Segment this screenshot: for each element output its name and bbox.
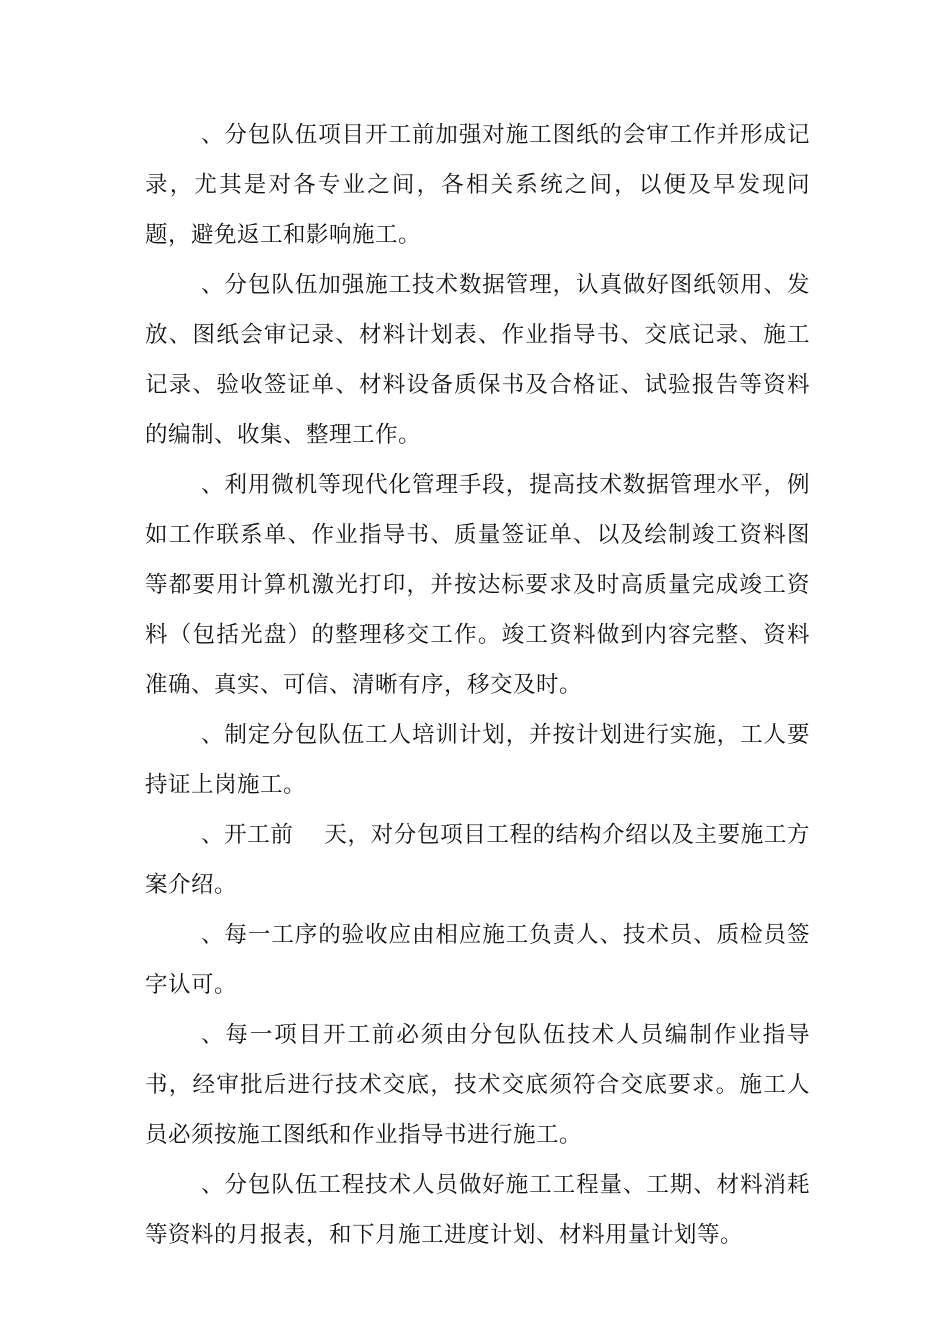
document-body	[145, 110, 810, 1260]
paragraph-process-acceptance: 、每一工序的验收应由相应施工负责人、技术员、质检员签字认可。	[145, 922, 810, 998]
paragraph-technical-data-management: 、分包队伍加强施工技术数据管理，认真做好图纸领用、发放、图纸会审记录、材料计划表、作业指导书、交底记录、施工记录、验收签证单、材料设备质保书及合格证、试验报告等资料的编制、收集、整理工作。	[145, 272, 810, 448]
paragraph-monthly-report: 、分包队伍工程技术人员做好施工工程量、工期、材料消耗等资料的月报表，和下月施工进度计划、材料用量计划等。	[145, 1172, 810, 1248]
paragraph-work-instructions: 、每一项目开工前必须由分包队伍技术人员编制作业指导书，经审批后进行技术交底，技术交底须符合交底要求。施工人员必须按施工图纸和作业指导书进行施工。	[145, 1022, 810, 1148]
paragraph-drawing-review: 、分包队伍项目开工前加强对施工图纸的会审工作并形成记录，尤其是对各专业之间，各相关系统之间，以便及早发现问题，避免返工和影响施工。	[145, 122, 810, 248]
paragraph-pre-construction-briefing: 、开工前 天，对分包项目工程的结构介绍以及主要施工方案介绍。	[145, 822, 810, 898]
paragraph-worker-training: 、制定分包队伍工人培训计划，并按计划进行实施，工人要持证上岗施工。	[145, 722, 810, 798]
paragraph-computer-management: 、利用微机等现代化管理手段，提高技术数据管理水平，例如工作联系单、作业指导书、质量签证单、以及绘制竣工资料图等都要用计算机激光打印，并按达标要求及时高质量完成竣工资料（包括光盘）的整理移交工作。竣工资料做到内容完整、资料准确、真实、可信、清晰有序，移交及时。	[145, 472, 810, 698]
